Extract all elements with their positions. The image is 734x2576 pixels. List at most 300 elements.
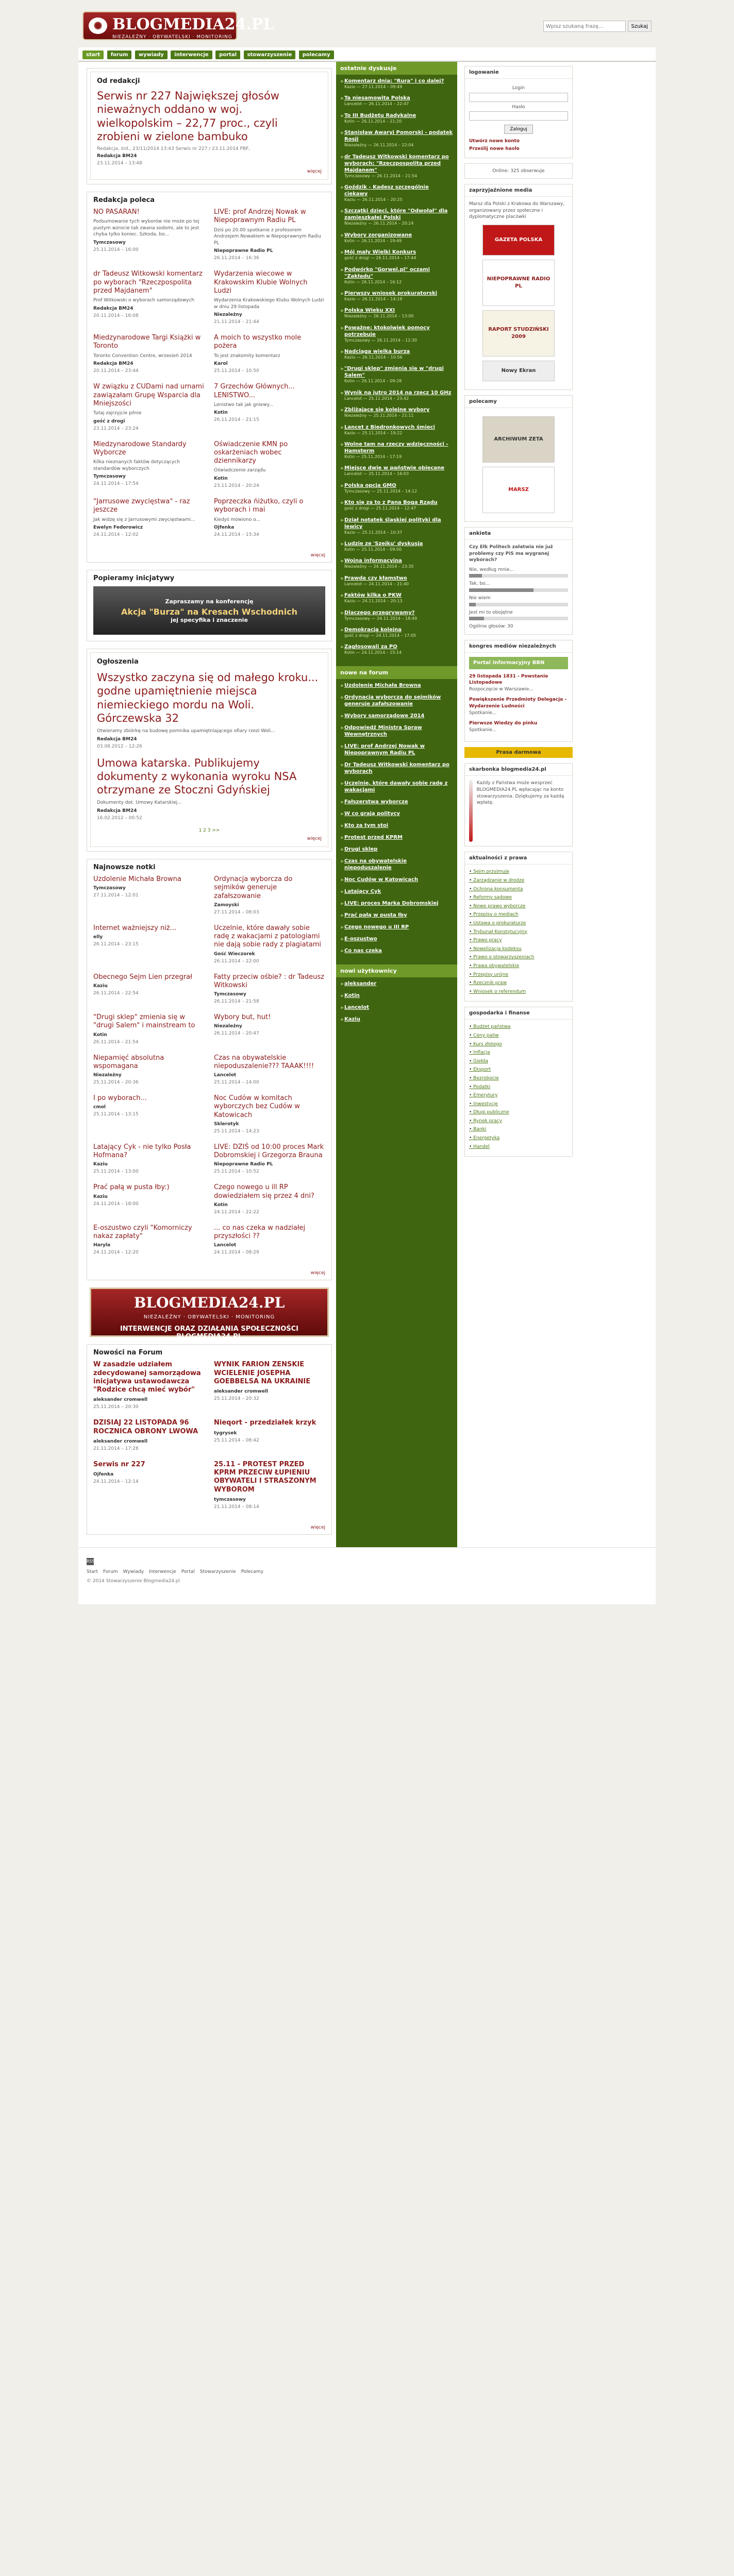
new-user-link[interactable]: » Kaziu xyxy=(344,1016,360,1022)
poleca-item-title[interactable]: dr Tadeusz Witkowski komentarz po wyborach "Rzeczpospolita przed Majdanem" xyxy=(93,270,203,295)
najnowsze-item xyxy=(93,1224,205,1258)
ad-radio[interactable]: NIEPOPRAWNE RADIO PL xyxy=(482,260,555,306)
middle-forum-item xyxy=(340,888,453,895)
najnowsze-item-title[interactable]: ... co nas czeka w nadziałej przyszłości ?? xyxy=(214,1224,306,1241)
middle-forum-link[interactable]: » Uzdolenie Michała Browna xyxy=(344,682,421,688)
recent-discussion-link[interactable]: » Wolne tam na rzeczy wdzięczności - Hamsterm xyxy=(344,442,448,454)
event-title[interactable]: Powiększenie Przedmioty Delegacja - Wydarzenie Ludności xyxy=(469,697,567,709)
prawo-item[interactable]: • Nowe prawo wyborcze xyxy=(469,903,568,910)
banner-top-text: Zapraszamy na konferencję xyxy=(165,598,254,605)
recent-discussion-link[interactable]: » Prawda czy kłamstwo xyxy=(344,575,407,581)
najnowsze-item-author[interactable]: Kaziu xyxy=(93,983,108,989)
popieramy-banner[interactable] xyxy=(93,586,325,635)
gospodarka-title: gospodarka i finanse xyxy=(465,1007,572,1020)
partner-archiwum[interactable]: ARCHIWUM ZETA xyxy=(482,416,555,463)
najnowsze-item-title[interactable]: LIVE: DZIŚ od 10:00 proces Mark Dobromskiej i Grzegorza Brauna xyxy=(214,1143,324,1160)
gospodarka-item[interactable]: • Emerytury xyxy=(469,1092,568,1099)
ogloszenie-title[interactable]: Wszystko zaczyna się od małego kroku... godne upamiętnienie miejsca niemieckiego mordu na Woli. Górczewska 32 xyxy=(97,671,319,724)
poll-option-fill xyxy=(469,574,482,578)
najnowsze-item-author[interactable]: cmol xyxy=(93,1105,106,1110)
redakcja-poleca-more-link[interactable]: więcej xyxy=(310,553,325,558)
prawo-item[interactable]: • Reformy sądowe xyxy=(469,894,568,901)
poleca-item-date: 26.11.2014 – 16:36 xyxy=(214,256,259,261)
recent-discussion-link[interactable]: » Stanisław Awaryj Pomorski - podatek Rosji xyxy=(344,130,453,143)
recent-discussion-link[interactable]: » Lancet z Biedronkowych śmieci xyxy=(344,424,435,430)
recent-discussion-item xyxy=(340,465,453,477)
middle-forum-link[interactable]: » Fałszerstwa wyborcze xyxy=(344,799,408,805)
middle-forum-link[interactable]: » Uczelnie, które dawały sobie radę z wakacjami xyxy=(344,780,448,793)
poleca-item xyxy=(93,498,205,539)
recent-discussion-link[interactable]: » Ludzie ze 'Szejku' dyskusja xyxy=(344,540,423,547)
footer-link[interactable]: Wywiady xyxy=(123,1569,144,1574)
najnowsze-item-date: 25.11.2014 – 10:52 xyxy=(214,1169,259,1175)
recent-discussion-link[interactable]: » Szczątki dzieci, które "Odwołał" dla zamieszkałej Polski xyxy=(344,208,448,221)
middle-forum-link[interactable]: » Protest przed KPRM xyxy=(344,834,403,840)
najnowsze-item-author[interactable]: Tymczasowy xyxy=(214,992,246,997)
middle-forum-link[interactable]: » Wybory samorządowe 2014 xyxy=(344,713,425,719)
login-box xyxy=(464,66,573,158)
poleca-item-title[interactable]: LIVE: prof Andrzej Nowak w Niepoprawnym Radiu PL xyxy=(214,208,306,225)
najnowsze-item-title[interactable]: Latający Cyk - nie tylko Posła Hofmana? xyxy=(93,1143,191,1160)
ogloszenie-item xyxy=(97,671,322,749)
recent-discussion-item xyxy=(340,95,453,107)
najnowsze-item-title[interactable]: E-oszustwo czyli "Komorniczy nakaz zapłaty" xyxy=(93,1224,192,1241)
forum-item-title[interactable]: WYNIK FARION ZENSKIE WCIELENIE JOSEPHA GOEBBELSA NA UKRAINIE xyxy=(214,1361,311,1385)
recent-discussion-item xyxy=(340,609,453,621)
recent-discussion-link[interactable]: » dr Tadeusz Witkowski komentarz po wyborach: "Rzeczpospolita przed Majdanem" xyxy=(344,154,449,173)
najnowsze-item-author[interactable]: Lancelot xyxy=(214,1243,237,1248)
partners-title: polecamy xyxy=(465,396,572,408)
ogloszenie-date: 03.08.2012 – 12:26 xyxy=(97,743,142,749)
middle-forum-item xyxy=(340,936,453,942)
najnowsze-item-title[interactable]: Prać pałą w pusta łby:) xyxy=(93,1183,170,1192)
najnowsze-item-title[interactable]: Uzdolenie Michała Browna xyxy=(93,875,181,884)
forum-item xyxy=(214,1419,325,1453)
poleca-item-author[interactable]: Tymczasowy xyxy=(93,474,126,480)
forum-more-link[interactable]: więcej xyxy=(310,1524,325,1530)
recent-discussion-meta: Tymczasowy — 24.11.2014 – 18:49 xyxy=(344,616,418,621)
right-spacer xyxy=(578,66,650,1162)
recent-discussion-link[interactable]: » Zbliżające się kolejne wybory xyxy=(344,407,430,413)
poleca-item-author[interactable]: Tymczasowy xyxy=(93,240,126,246)
recent-discussion-meta: Kazio — 27.11.2014 – 09:49 xyxy=(344,84,403,89)
najnowsze-item-author[interactable]: Niepoprawne Radio PL xyxy=(214,1162,273,1167)
recent-discussion-link[interactable]: » Polska opcja GMO xyxy=(344,482,396,488)
poleca-item-title[interactable]: A moich to wszystko mole pożera xyxy=(214,334,302,350)
middle-forum-link[interactable]: » Odpowiedź Ministra Spraw Wewnętrznych xyxy=(344,724,422,737)
rss-icon[interactable]: RSS xyxy=(87,1558,94,1565)
poleca-item-author[interactable]: Kotin xyxy=(214,476,228,481)
skarbonka-title: skarbonka blogmedia24.pl xyxy=(465,764,572,776)
middle-forum-link[interactable]: » Latający Cyk xyxy=(344,888,381,894)
middle-forum-link[interactable]: » Kto za tym stoi xyxy=(344,822,389,828)
od-redakcji-date: 23.11.2014 – 13:48 xyxy=(97,161,142,166)
middle-forum-item xyxy=(340,724,453,738)
najnowsze-item-title[interactable]: Internet ważniejszy niż... xyxy=(93,924,177,932)
poleca-item-date: 24.11.2014 – 17:54 xyxy=(93,481,139,487)
najnowsze-item-author[interactable]: Kotin xyxy=(93,1032,107,1038)
poleca-item-excerpt: Oświadczenie zarządu xyxy=(214,468,266,473)
prasa-title[interactable]: Prasa darmowa xyxy=(464,747,573,758)
poleca-item-author[interactable]: Karol xyxy=(214,361,228,367)
poleca-item-author[interactable]: Ojfenka xyxy=(214,525,235,531)
poleca-item-author[interactable]: Kotin xyxy=(214,410,228,416)
logo-tagline: NIEZALEŻNY · OBYWATELSKI · MONITORING xyxy=(112,35,232,40)
poleca-item-title[interactable]: "Jarrusowe zwycięstwa" - raz jeszcze xyxy=(93,498,190,514)
recent-discussions-title: ostatnie dyskusje xyxy=(336,62,457,75)
partner-marsz[interactable]: MARSZ xyxy=(482,467,555,513)
najnowsze-item-author[interactable]: Niezależny xyxy=(93,1073,122,1078)
najnowsze-item xyxy=(93,1054,205,1088)
prawo-item[interactable]: • Przepisy unijne xyxy=(469,972,568,978)
thermometer-icon xyxy=(469,780,473,842)
najnowsze-item-date: 25.11.2014 – 14:23 xyxy=(214,1128,259,1134)
recent-discussion-link[interactable]: » Dlaczego przegrywamy? xyxy=(344,609,415,616)
poleca-item-excerpt: Dziś po 20.00 spotkanie z profesorem Andrzejem Nowakiem w Niepoprawnym Radiu PL xyxy=(214,227,321,246)
search-button[interactable]: Szukaj xyxy=(628,21,652,32)
recent-discussion-link[interactable]: » "Drugi sklep" zmienia się w "drugi Salem" xyxy=(344,366,444,379)
najnowsze-item-author[interactable]: Kotin xyxy=(214,1202,228,1208)
poleca-item-author[interactable]: gość z drogi xyxy=(93,418,125,424)
poleca-item-title[interactable]: Miedzynarodowe Targi Książki w Toronto xyxy=(93,334,201,350)
prawo-item[interactable]: • Trybunał Konstytucyjny xyxy=(469,929,568,936)
forum-item-title[interactable]: W zasadzie udziałem zdecydowanej samorządowa inicjatywa ustawodawcza "Rodzice chcą mieć wybór" xyxy=(93,1361,201,1394)
forum-item-author[interactable]: Ojfenka xyxy=(93,1472,114,1478)
recent-discussion-link[interactable]: » Polska Wieku XXI xyxy=(344,308,395,314)
poleca-item xyxy=(93,208,205,263)
nav-wywiady[interactable]: wywiady xyxy=(135,50,168,59)
middle-forum-item xyxy=(340,743,453,756)
ogloszenia-title: Ogłoszenia xyxy=(97,658,139,666)
forum-item-title[interactable]: Serwis nr 227 xyxy=(93,1460,145,1468)
recent-discussion-link[interactable]: » To III Budżetu Radykalne xyxy=(344,112,416,118)
najnowsze-item-author[interactable]: Kaziu xyxy=(93,1162,108,1167)
forum-item-author[interactable]: aleksander cromwell xyxy=(93,1397,148,1403)
middle-forum-item xyxy=(340,822,453,829)
najnowsze-item xyxy=(214,924,325,966)
recent-discussion-item xyxy=(340,154,453,179)
forum-item-title[interactable]: 25.11 - PROTEST PRZED KPRM PRZECIW ŁUPIENIU OBYWATELI I STRASZONYM WYBOROM xyxy=(214,1460,316,1494)
header xyxy=(78,0,656,47)
recent-discussion-meta: gość z drogi — 24.11.2014 – 17:05 xyxy=(344,633,416,638)
recent-discussion-item xyxy=(340,406,453,418)
najnowsze-item-author[interactable]: Sklerotyk xyxy=(214,1121,239,1127)
recent-discussion-meta: Niezależny — 26.11.2014 – 13:00 xyxy=(344,314,414,319)
nav-forum[interactable]: forum xyxy=(107,50,132,59)
gospodarka-list xyxy=(469,1024,568,1150)
recent-discussion-meta: gość z drogi — 26.11.2014 – 17:44 xyxy=(344,256,416,261)
middle-forum-link[interactable]: » Drugi sklep xyxy=(344,846,378,852)
nav-stowarzyszenie[interactable]: stowarzyszenie xyxy=(244,50,296,59)
prawo-item[interactable]: • Przepisy o mediach xyxy=(469,911,568,918)
recent-discussion-link[interactable]: » Ta niesamowita Polska xyxy=(344,95,410,101)
recent-discussion-meta: Niezależny — 24.11.2014 – 23:35 xyxy=(344,564,414,569)
ad-nowy-ekran[interactable]: Nowy Ekran xyxy=(482,361,555,381)
najnowsze-item-title[interactable]: Fatty przeciw ośbie? : dr Tadeusz Witkowski xyxy=(214,973,324,989)
gospodarka-item[interactable]: • Banki xyxy=(469,1126,568,1133)
prawo-title: aktualności z prawa xyxy=(465,852,572,865)
ogloszenie-author[interactable]: Redakcja BM24 xyxy=(97,808,137,814)
najnowsze-item-title[interactable]: Wybory but, hut! xyxy=(214,1013,271,1022)
najnowsze-item-date: 25.11.2014 – 13:00 xyxy=(93,1169,139,1175)
popieramy-box xyxy=(87,570,332,641)
footer-link[interactable]: Start xyxy=(87,1569,98,1574)
recent-discussion-meta: Tymczasowy — 26.11.2014 – 21:54 xyxy=(344,173,418,178)
nav-interwencje[interactable]: interwencje xyxy=(171,50,212,59)
najnowsze-item-author[interactable]: Niezależny xyxy=(214,1024,242,1029)
recent-discussion-meta: Niezależny — 26.11.2014 – 22:04 xyxy=(344,143,414,148)
najnowsze-item-date: 26.11.2014 – 20:47 xyxy=(214,1031,259,1037)
middle-forum-link[interactable]: » Dr Tadeusz Witkowski komentarz po wyborach xyxy=(344,761,449,774)
prawo-box xyxy=(464,852,573,1002)
najnowsze-item-author[interactable]: Lancelot xyxy=(214,1073,237,1078)
gospodarka-item[interactable]: • Długi publiczne xyxy=(469,1109,568,1116)
najnowsze-item xyxy=(93,924,205,966)
ogloszenia-pager[interactable]: 1 2 3 >> xyxy=(198,828,220,834)
search-input[interactable] xyxy=(543,21,626,32)
poll-option-label: Jest mi to obojętne xyxy=(469,609,513,615)
najnowsze-item-author[interactable]: Zamoyski xyxy=(214,902,239,908)
prawo-item[interactable]: • Sejm przyjmuje xyxy=(469,869,568,875)
poll-option-bar xyxy=(469,588,568,592)
recent-discussion-link[interactable]: » Miejsce dwie w państwie obiecane xyxy=(344,465,445,471)
recent-discussions-list xyxy=(336,75,457,666)
middle-forum-link[interactable]: » LIVE: prof Andrzej Nowak w Niepoprawnym Radiu PL xyxy=(344,743,425,756)
gospodarka-item[interactable]: • Energetyka xyxy=(469,1135,568,1142)
poll-option-label: Tak, bo... xyxy=(469,581,490,587)
poleca-item-author[interactable]: Ewelyn Fedorowicz xyxy=(93,525,143,531)
recent-discussion-item xyxy=(340,517,453,535)
recent-discussion-item xyxy=(340,112,453,124)
ad-raport[interactable]: RAPORT STUDZIŃSKI 2009 xyxy=(482,310,555,357)
prawo-item[interactable]: • Zarządzanie w drodze xyxy=(469,877,568,884)
najnowsze-item-author[interactable]: Haryla xyxy=(93,1243,111,1248)
gospodarka-item[interactable]: • Ceny paliw xyxy=(469,1032,568,1039)
middle-forum-item xyxy=(340,810,453,817)
new-user-link[interactable]: » Kotin xyxy=(344,992,360,998)
forum-item xyxy=(214,1361,325,1412)
recent-discussion-item xyxy=(340,365,453,384)
poleca-item-title[interactable]: Wydarzenia wiecowe w Krakowskim Klubie Wolnych Ludzi xyxy=(214,270,308,295)
forum-item xyxy=(93,1361,205,1412)
poleca-item-title[interactable]: Oświadczenie KMN po oskarżeniach wobec dziennikarzy xyxy=(214,440,288,465)
middle-forum-link[interactable]: » Czas na obywatelskie niepoduszalenie xyxy=(344,858,407,871)
forum-item-date: 25.11.2014 – 20:32 xyxy=(214,1396,259,1402)
recent-discussion-link[interactable]: » Mój mały Wielki Konkurs xyxy=(344,249,416,256)
ogloszenie-author[interactable]: Redakcja BM24 xyxy=(97,736,137,742)
partners-box xyxy=(464,395,573,522)
gospodarka-item[interactable]: • Budżet państwa xyxy=(469,1024,568,1030)
recent-discussion-item xyxy=(340,643,453,655)
prawo-item[interactable]: • Wniosek o referendum xyxy=(469,989,568,995)
recent-discussion-meta: Lancelot — 26.11.2014 – 22:47 xyxy=(344,101,409,107)
najnowsze-item-title[interactable]: I po wyborach... xyxy=(93,1094,147,1103)
ogloszenia-more-link[interactable]: więcej xyxy=(307,836,322,842)
password-input[interactable] xyxy=(469,111,568,121)
create-account-link[interactable]: Utwórz nowe konto xyxy=(469,139,520,144)
footer-link[interactable]: Forum xyxy=(103,1569,118,1574)
forum-item-date: 25.11.2014 – 20:30 xyxy=(93,1404,139,1410)
forum-item-title[interactable]: DZISIAJ 22 LISTOPADA 96 ROCZNICA OBRONY LWOWA xyxy=(93,1419,198,1435)
recent-discussion-link[interactable]: » Komentarz dnia: "Rura" i co dalej? xyxy=(344,78,444,84)
middle-forum-link[interactable]: » E-oszustwo xyxy=(344,936,377,942)
od-redakcji-author[interactable]: Redakcja BM24 xyxy=(97,154,137,159)
recent-discussion-link[interactable]: » Dział notatek śląskiej polityki dla lewicy xyxy=(344,517,441,530)
poleca-item-title[interactable]: 7 Grzechów Głównych... LENISTWO... xyxy=(214,383,295,399)
blogmedia-bottom-banner[interactable] xyxy=(90,1287,329,1341)
event-title[interactable]: Pierwsze Wiedzy do pinku xyxy=(469,721,538,726)
gospodarka-item[interactable]: • Kurs złotego xyxy=(469,1041,568,1048)
prawo-item[interactable]: • Prawa obywatelskie xyxy=(469,963,568,970)
najnowsze-box xyxy=(87,859,332,1280)
footer-link[interactable]: Stowarzyszenie xyxy=(199,1569,236,1574)
prawo-item[interactable]: • Ochrona konsumenta xyxy=(469,886,568,893)
prawo-item[interactable]: • Rzecznik praw xyxy=(469,980,568,987)
recent-discussion-link[interactable]: » Zagłosowali za PO xyxy=(344,644,397,650)
nav-start[interactable]: start xyxy=(82,50,104,59)
media-text: Marsz dla Polski z Krakowa do Warszawy, organizowany przez społeczne i dyplomatyczne placówki xyxy=(469,201,565,220)
najnowsze-item-author[interactable]: Gość Wieczorek xyxy=(214,951,255,957)
recent-discussion-meta: Kaziu — 24.11.2014 – 20:13 xyxy=(344,599,403,604)
forum-item-author[interactable]: aleksander cromwell xyxy=(214,1389,269,1395)
najnowsze-item-title[interactable]: Ordynacja wyborcza do sejmików generuje zafałszowanie xyxy=(214,875,293,900)
poleca-item-excerpt: Wydarzenia Krakowskiego Klubu Wolnych Ludzi w dniu 29 listopada xyxy=(214,298,324,310)
najnowsze-item-author[interactable]: elly xyxy=(93,935,103,940)
site-logo[interactable] xyxy=(82,11,274,40)
najnowsze-item xyxy=(214,1054,325,1088)
gospodarka-item[interactable]: • Handel xyxy=(469,1144,568,1150)
poleca-item-title[interactable]: Miedzynarodowe Standardy Wyborcze xyxy=(93,440,187,456)
recent-discussion-item xyxy=(340,441,453,460)
najnowsze-item xyxy=(214,1183,325,1217)
poleca-item-title[interactable]: W związku z CUDami nad urnami zawiązałam Grupę Wsparcia dla Mniejszości xyxy=(93,383,204,408)
najnowsze-item-author[interactable]: Tymczasowy xyxy=(93,886,126,891)
middle-forum-link[interactable]: » Prać pałą w pusta łby xyxy=(344,912,407,918)
od-redakcji-more-link[interactable]: więcej xyxy=(307,169,322,174)
middle-forum-link[interactable]: » Noc Cudów w Katowicach xyxy=(344,876,419,883)
recent-discussion-link[interactable]: » Wybory zorganizowane xyxy=(344,232,412,238)
poll-total: Ogólnie głosów: 30 xyxy=(469,624,513,630)
poleca-item-author[interactable]: Niepoprawne Radio PL xyxy=(214,248,273,254)
recent-discussion-link[interactable]: » Demokracja kolejna xyxy=(344,626,402,633)
ogloszenie-title[interactable]: Umowa katarska. Publikujemy dokumenty z wykonania wyroku NSA otrzymane ze Stoczni Gdyńskiej xyxy=(97,756,297,796)
recent-discussion-meta: Kotin — 24.11.2014 – 15:14 xyxy=(344,650,402,655)
poll-options xyxy=(469,567,568,620)
login-button[interactable]: Zaloguj xyxy=(504,125,533,134)
forum-item-date: 21.11.2014 – 17:28 xyxy=(93,1446,139,1451)
od-redakcji-meta: Redakcja, śrd., 23/11/2014 13:43 Serwis nr 227 / 23.11.2014 PBF, xyxy=(97,146,251,151)
poleca-item xyxy=(214,498,325,539)
forum-item xyxy=(93,1419,205,1453)
najnowsze-item-title[interactable]: "Drugi sklep" zmienia się w "drugi Salem" i mainstream to xyxy=(93,1013,195,1030)
recent-discussion-link[interactable]: » Kto się za to z Pana Boga Rządu xyxy=(344,500,438,506)
prawo-item[interactable]: • Prawo o stowarzyszeniach xyxy=(469,954,568,961)
najnowsze-item-title[interactable]: Czas na obywatelskie niepoduszalenie??? TAAAK!!!! xyxy=(214,1054,314,1070)
poleca-item-title[interactable]: NO PASARAN! xyxy=(93,208,140,216)
new-user-link[interactable]: » Lancelot xyxy=(344,1004,370,1010)
footer-link[interactable]: Interwencje xyxy=(149,1569,176,1574)
najnowsze-item-author[interactable]: Kaziu xyxy=(93,1194,108,1199)
najnowsze-item xyxy=(214,1224,325,1258)
event-text: Spotkanie... xyxy=(469,727,497,733)
najnowsze-item-title[interactable]: Uczelnie, które dawały sobie radę z wakacjami z patologiami nie dają sobie rady z plagiatami xyxy=(214,924,321,949)
prawo-item[interactable]: • Prawo pracy xyxy=(469,937,568,944)
portal-info-header[interactable]: Portal Informacyjny BBN xyxy=(469,657,568,669)
recent-discussion-link[interactable]: » Wojna informacyjna xyxy=(344,558,402,564)
middle-forum-list xyxy=(336,679,457,964)
event-title[interactable]: 29 listopada 1831 - Powstanie Listopadowe xyxy=(469,673,548,686)
middle-forum-link[interactable]: » W co grają politycy xyxy=(344,810,400,817)
poleca-item-title[interactable]: Poprzeczka ńiżutko, czyli o wyborach i mai xyxy=(214,498,304,514)
najnowsze-item-title[interactable]: Niepamięć absolutna wspomagana xyxy=(93,1054,164,1070)
forum-item xyxy=(214,1461,325,1512)
recent-discussion-item xyxy=(340,307,453,319)
forum-item-author[interactable]: aleksander cromwell xyxy=(93,1438,148,1444)
recent-discussion-link[interactable]: » Faktów kilka o PKW xyxy=(344,592,402,599)
najnowsze-item xyxy=(214,1094,325,1136)
middle-forum-link[interactable]: » LIVE: proces Marka Dobromskiej xyxy=(344,900,439,906)
recent-discussion-meta: Lancelot — 25.11.2014 – 23:42 xyxy=(344,396,409,401)
poleca-item-author[interactable]: Redakcja BM24 xyxy=(93,306,134,311)
poleca-item-author[interactable]: Niezależny xyxy=(214,312,242,318)
gospodarka-item[interactable]: • Inwestycje xyxy=(469,1101,568,1108)
middle-forum-link[interactable]: » Ordynacja wyborcza do sejmików generuje zafałszowanie xyxy=(344,694,441,707)
recent-discussion-link[interactable]: » Goździk - Kadesz szczególnie ciekawy xyxy=(344,184,429,197)
nav-portal[interactable]: portal xyxy=(215,50,240,59)
najnowsze-item-title[interactable]: Obecnego Sejm Lien przegrał xyxy=(93,973,192,981)
footer-link[interactable]: Portal xyxy=(181,1569,195,1574)
prawo-list xyxy=(469,869,568,995)
recent-discussion-link[interactable]: » Poważne: ktokolwiek pomocy potrzebuje xyxy=(344,325,430,337)
forum-item-author[interactable]: tygrysek xyxy=(214,1430,237,1436)
nav-polecamy[interactable]: polecamy xyxy=(299,50,334,59)
middle-forum-link[interactable]: » Czego nowego u III RP xyxy=(344,924,409,930)
gospodarka-box xyxy=(464,1007,573,1157)
najnowsze-item-title[interactable]: Czego nowego u ill RP dowiedziałem się przez 4 dni? xyxy=(214,1183,314,1200)
recent-discussion-link[interactable]: » Nadciąga wielka burza xyxy=(344,349,410,355)
gospodarka-item[interactable]: • Eksport xyxy=(469,1066,568,1073)
footer-link[interactable]: Polecamy xyxy=(241,1569,263,1574)
forum-item-author[interactable]: tymczasowy xyxy=(214,1497,246,1502)
middle-forum-link[interactable]: » Co nas czeka xyxy=(344,947,382,954)
najnowsze-more-link[interactable]: więcej xyxy=(310,1270,325,1276)
recent-discussion-link[interactable]: » Wynik na jutro 2014 na rzecz 10 GHz xyxy=(344,389,452,396)
recent-discussion-link[interactable]: » Podwórko "Gorwel.pl" oczami "Zakładu" xyxy=(344,266,430,279)
poleca-item-author[interactable]: Redakcja BM24 xyxy=(93,361,134,367)
gospodarka-item[interactable]: • Rynek pracy xyxy=(469,1118,568,1125)
prawo-item[interactable]: • Nowelizacja kodeksu xyxy=(469,946,568,953)
new-user-link[interactable]: » aleksander xyxy=(344,980,377,987)
poll-question: Czy Ełk Politech załatwia nie już problemy czy PiS ma wygranej wyborach? xyxy=(469,544,553,563)
najnowsze-item-date: 27.11.2014 – 08:03 xyxy=(214,909,259,915)
ad-gazeta[interactable]: GAZETA POLSKA xyxy=(482,225,555,256)
event-item xyxy=(469,697,568,716)
prawo-item[interactable]: • Ustawa o prokuraturze xyxy=(469,920,568,927)
gospodarka-item[interactable]: • Podatki xyxy=(469,1084,568,1091)
najnowsze-item-title[interactable]: Noc Cudów w komitach wyborczych bez Cudów w Katowicach xyxy=(214,1094,300,1119)
gospodarka-item[interactable]: • Giełda xyxy=(469,1058,568,1065)
recent-discussion-link[interactable]: » Pierwszy wniosek prokuratorski xyxy=(344,290,438,296)
gospodarka-item[interactable]: • Inflacja xyxy=(469,1049,568,1056)
reset-password-link[interactable]: Prześlij nowe hasło xyxy=(469,146,520,151)
forum-item-title[interactable]: Nieqort - przedziałek krzyk xyxy=(214,1419,316,1427)
recent-discussion-meta: Kazio — 26.11.2014 – 14:19 xyxy=(344,296,403,301)
login-input[interactable] xyxy=(469,93,568,102)
od-redakcji-headline[interactable]: Serwis nr 227 Największej głosów nieważnych oddano w woj. wielkopolskim – 22,77 proc., czyli zrobieni w zielone bambuko xyxy=(97,90,279,143)
gospodarka-item[interactable]: • Bezrobocie xyxy=(469,1075,568,1082)
poleca-item xyxy=(93,440,205,490)
new-user-item xyxy=(340,1016,453,1023)
